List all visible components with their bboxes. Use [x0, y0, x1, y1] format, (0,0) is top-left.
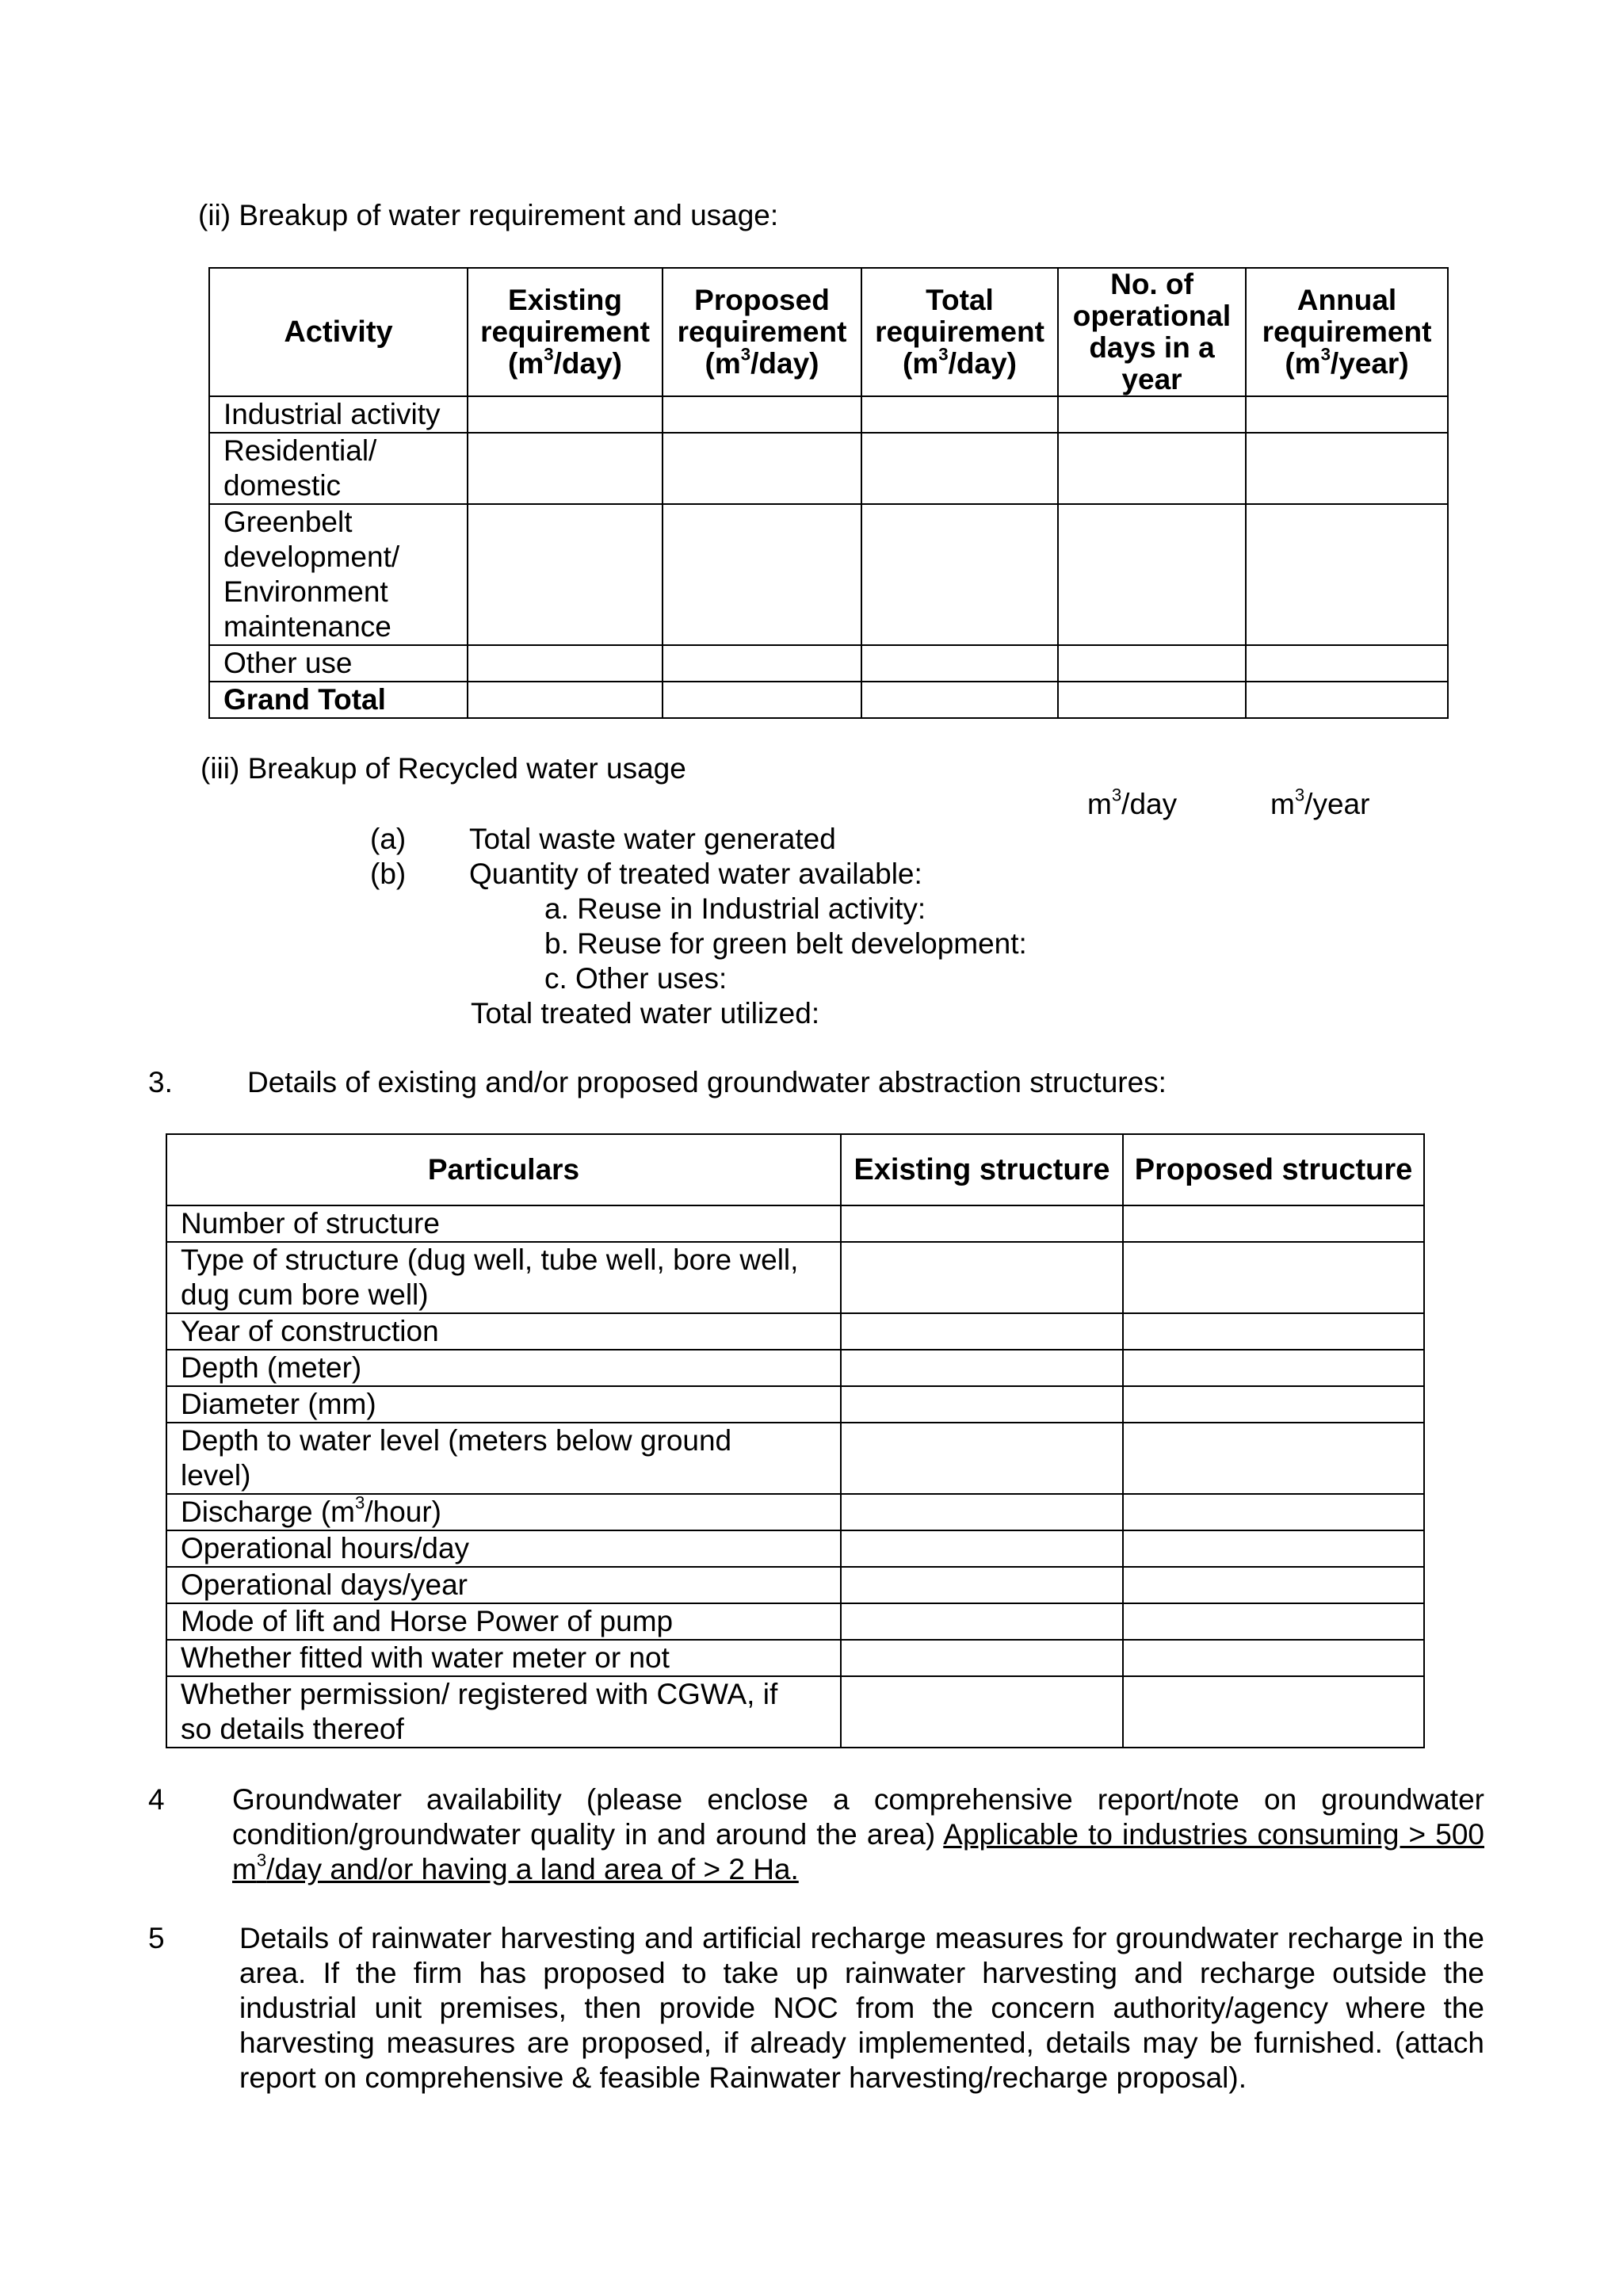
section-5-number: 5: [148, 1922, 165, 1954]
input-cell[interactable]: [468, 645, 663, 682]
section-4-body: Groundwater availability (please enclose a comprehensive report/note on groundwater condition/groundwater quality in and around the area): [232, 1783, 1484, 1851]
row-label-line: Discharge (m: [181, 1496, 355, 1528]
unit-sup: 3: [1294, 785, 1305, 805]
input-cell[interactable]: [1123, 1567, 1424, 1603]
unit-sup: 3: [355, 1492, 365, 1513]
row-label: [166, 1676, 841, 1748]
input-cell[interactable]: [1246, 504, 1448, 645]
input-cell[interactable]: [861, 504, 1058, 645]
abstraction-structures-table: [166, 1133, 1425, 1748]
input-cell[interactable]: [1123, 1494, 1424, 1530]
row-label: [166, 1242, 841, 1313]
unit-year: /year): [1330, 347, 1409, 380]
input-cell[interactable]: [468, 682, 663, 718]
unit-sup: 3: [1111, 785, 1122, 805]
row-label: Depth (meter): [166, 1350, 841, 1386]
unit-day-label: [1087, 787, 1177, 822]
row-label-line: Environment: [223, 575, 388, 608]
input-cell[interactable]: [1123, 1530, 1424, 1567]
input-cell[interactable]: [861, 682, 1058, 718]
unit-day: /day: [1121, 788, 1178, 820]
section-5-text: Details of rainwater harvesting and artificial recharge measures for groundwater recharge in the area. If the firm has proposed to take up rainwater harvesting and recharge outside the industrial unit premises, then provide NOC from the concern authority/agency where the harvesting measures are proposed, if already implemented, details may be furnished. (attach report on comprehensive & feasible Rainwater harvesting/recharge proposal).: [239, 1922, 1484, 2094]
unit-day: /day): [750, 347, 819, 380]
section-4-number: 4: [148, 1783, 165, 1816]
input-cell[interactable]: [1246, 682, 1448, 718]
row-label-line: Depth to water level (meters below ground: [181, 1424, 732, 1457]
row-label: Operational days/year: [166, 1567, 841, 1603]
table-row: [209, 396, 1448, 433]
input-cell[interactable]: [468, 396, 663, 433]
table-row: [166, 1676, 1424, 1748]
row-label: Mode of lift and Horse Power of pump: [166, 1603, 841, 1640]
input-cell[interactable]: [1058, 504, 1246, 645]
section-4-text: [232, 1782, 1484, 1887]
unit-m: (m: [1285, 347, 1321, 380]
header-existing-label: Existing requirement: [480, 284, 650, 348]
input-cell[interactable]: [861, 645, 1058, 682]
sub-item-b: b. Reuse for green belt development:: [544, 927, 1027, 960]
item-b-text: Quantity of treated water available:: [469, 858, 922, 890]
row-label-line: dug cum bore well): [181, 1278, 429, 1311]
unit-year-label: [1270, 787, 1369, 822]
section-ii-title: (ii) Breakup of water requirement and usage:: [198, 199, 779, 231]
row-label: Year of construction: [166, 1313, 841, 1350]
header-existing-structure: Existing structure: [841, 1134, 1123, 1205]
row-label: Whether fitted with water meter or not: [166, 1640, 841, 1676]
unit-sup: 3: [938, 344, 949, 365]
input-cell[interactable]: [1123, 1676, 1424, 1748]
row-label: Diameter (mm): [166, 1386, 841, 1423]
input-cell[interactable]: [1058, 645, 1246, 682]
table-row: [166, 1530, 1424, 1567]
input-cell[interactable]: [1123, 1603, 1424, 1640]
header-total-label: Total requirement: [875, 284, 1044, 348]
input-cell[interactable]: [841, 1640, 1123, 1676]
total-treated-water: Total treated water utilized:: [471, 997, 820, 1030]
item-a-text: Total waste water generated: [469, 823, 836, 855]
header-proposed-label: Proposed requirement: [677, 284, 847, 348]
input-cell[interactable]: [1123, 1242, 1424, 1313]
input-cell[interactable]: [861, 396, 1058, 433]
row-label-line: Greenbelt: [223, 506, 353, 538]
input-cell[interactable]: [1246, 433, 1448, 504]
item-b-marker: (b): [370, 858, 407, 890]
input-cell[interactable]: [1123, 1205, 1424, 1242]
input-cell[interactable]: [841, 1350, 1123, 1386]
table-row: [166, 1350, 1424, 1386]
unit-m: (m: [705, 347, 741, 380]
table-row: [166, 1313, 1424, 1350]
section-4-underlined-part: /day and/or having a land area of > 2 Ha.: [266, 1853, 799, 1885]
row-label: [166, 1423, 841, 1494]
unit-sup: 3: [740, 344, 751, 365]
header-operational-days: [1058, 268, 1246, 396]
row-label-line: domestic: [223, 469, 342, 502]
table-row: [209, 504, 1448, 645]
input-cell[interactable]: [1123, 1313, 1424, 1350]
table-row: [166, 1567, 1424, 1603]
input-cell[interactable]: [1123, 1640, 1424, 1676]
input-cell[interactable]: [841, 1386, 1123, 1423]
table-row-total: [209, 682, 1448, 718]
input-cell[interactable]: [841, 1313, 1123, 1350]
header-annual-requirement: [1246, 268, 1448, 396]
water-requirement-table: [208, 267, 1449, 719]
section-3-title: Details of existing and/or proposed groundwater abstraction structures:: [247, 1066, 1167, 1098]
input-cell[interactable]: [1123, 1423, 1424, 1494]
table-row: [209, 645, 1448, 682]
table-row: [166, 1494, 1424, 1530]
unit-m: (m: [903, 347, 939, 380]
unit-sup: 3: [544, 344, 554, 365]
row-label-grand-total: Grand Total: [209, 682, 468, 718]
row-label-line: Type of structure (dug well, tube well, bore well,: [181, 1244, 799, 1276]
table-row: [209, 433, 1448, 504]
header-existing-requirement: [468, 268, 663, 396]
input-cell[interactable]: [841, 1567, 1123, 1603]
row-label-line: level): [181, 1459, 251, 1492]
input-cell[interactable]: [841, 1205, 1123, 1242]
input-cell[interactable]: [1246, 645, 1448, 682]
header-activity: Activity: [209, 268, 468, 396]
header-proposed-requirement: [663, 268, 861, 396]
input-cell[interactable]: [1123, 1386, 1424, 1423]
input-cell[interactable]: [468, 433, 663, 504]
row-label-line: so details thereof: [181, 1713, 404, 1745]
row-label: Operational hours/day: [166, 1530, 841, 1567]
row-label: Industrial activity: [209, 396, 468, 433]
sub-item-c: c. Other uses:: [544, 962, 727, 995]
row-label-line: Residential/: [223, 434, 377, 467]
table-row: [166, 1423, 1424, 1494]
row-label-line: Whether permission/ registered with CGWA, if: [181, 1678, 778, 1710]
table-row: [166, 1386, 1424, 1423]
input-cell[interactable]: [1246, 396, 1448, 433]
unit-m: m: [1087, 788, 1112, 820]
input-cell[interactable]: [663, 504, 861, 645]
input-cell[interactable]: [841, 1603, 1123, 1640]
unit-year: /year: [1304, 788, 1370, 820]
row-label: [209, 433, 468, 504]
section-4-underlined-part: Applicable to industries consuming > 500 m: [232, 1818, 1484, 1885]
header-total-requirement: [861, 268, 1058, 396]
section-3-number: 3.: [148, 1066, 173, 1098]
input-cell[interactable]: [663, 396, 861, 433]
input-cell[interactable]: [663, 682, 861, 718]
input-cell[interactable]: [841, 1242, 1123, 1313]
unit-sup: 3: [1320, 344, 1331, 365]
row-label-line: development/: [223, 541, 400, 573]
header-proposed-structure: Proposed structure: [1123, 1134, 1424, 1205]
row-label-line: /hour): [365, 1496, 441, 1528]
input-cell[interactable]: [861, 433, 1058, 504]
item-a-marker: (a): [370, 823, 407, 855]
sub-item-a: a. Reuse in Industrial activity:: [544, 892, 926, 925]
input-cell[interactable]: [1123, 1350, 1424, 1386]
row-label: [166, 1494, 841, 1530]
unit-day: /day): [553, 347, 622, 380]
input-cell[interactable]: [841, 1676, 1123, 1748]
row-label: Number of structure: [166, 1205, 841, 1242]
table-row: [166, 1242, 1424, 1313]
table-row: [166, 1640, 1424, 1676]
input-cell[interactable]: [1058, 433, 1246, 504]
input-cell[interactable]: [1058, 396, 1246, 433]
table-row: [166, 1603, 1424, 1640]
unit-m: m: [1270, 788, 1295, 820]
input-cell[interactable]: [841, 1530, 1123, 1567]
header-annual-label: Annual requirement: [1262, 284, 1432, 348]
input-cell[interactable]: [663, 645, 861, 682]
unit-m: (m: [508, 347, 544, 380]
section-iii-title: (iii) Breakup of Recycled water usage: [200, 752, 686, 785]
input-cell[interactable]: [841, 1423, 1123, 1494]
input-cell[interactable]: [468, 504, 663, 645]
row-label-line: maintenance: [223, 610, 391, 643]
input-cell[interactable]: [841, 1494, 1123, 1530]
unit-day: /day): [948, 347, 1017, 380]
row-label: [209, 504, 468, 645]
header-particulars: Particulars: [166, 1134, 841, 1205]
table-row: [166, 1205, 1424, 1242]
input-cell[interactable]: [663, 433, 861, 504]
header-days-line2: days in a year: [1089, 331, 1215, 395]
input-cell[interactable]: [1058, 682, 1246, 718]
header-days-line1: No. of operational: [1072, 268, 1232, 332]
row-label: Other use: [209, 645, 468, 682]
unit-sup: 3: [256, 1850, 267, 1870]
